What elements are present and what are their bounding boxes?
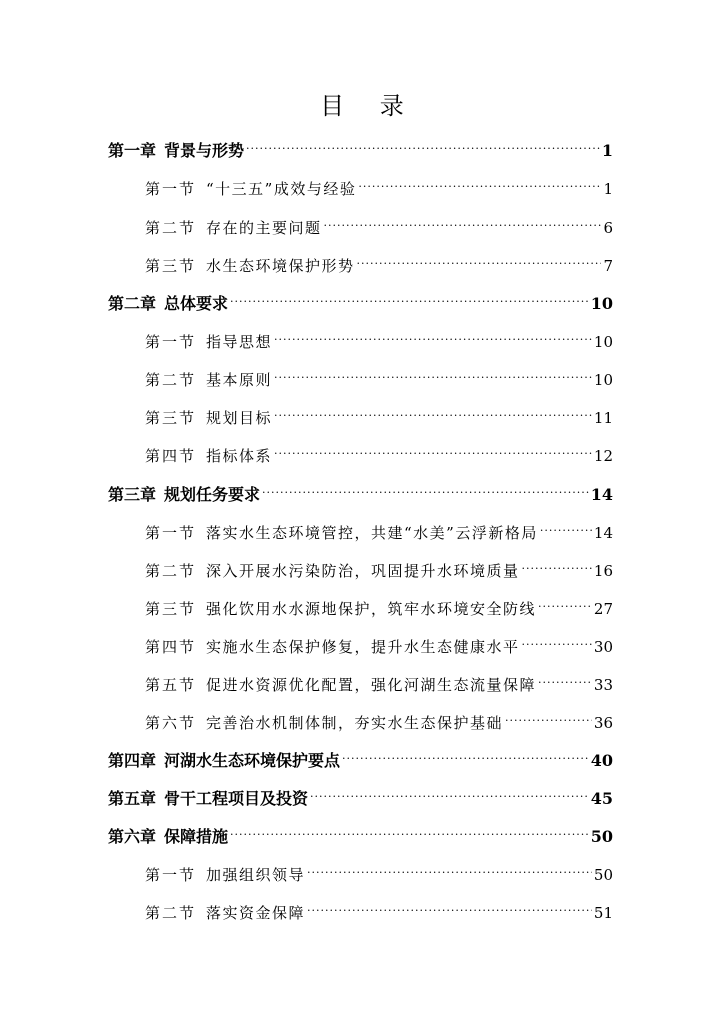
toc-section[interactable] — [145, 894, 613, 922]
toc-section[interactable] — [145, 552, 613, 580]
section-title: 强化饮用水水源地保护，筑牢水环境安全防线 — [206, 600, 537, 618]
page-number: 50 — [590, 827, 613, 846]
toc-section[interactable] — [145, 590, 613, 618]
section-number: 第一节 — [145, 333, 197, 351]
section-title: 落实资金保障 — [206, 904, 306, 922]
dot-leader — [230, 285, 589, 309]
page-number: 40 — [590, 751, 613, 770]
chapter-number: 第五章 — [108, 789, 157, 808]
chapter-number: 第一章 — [108, 141, 157, 160]
dot-leader — [274, 437, 592, 461]
page-number: 14 — [593, 524, 613, 542]
section-number: 第三节 — [145, 409, 197, 427]
toc-section[interactable] — [145, 323, 613, 351]
toc-section[interactable] — [145, 399, 613, 427]
toc-section[interactable] — [145, 209, 613, 237]
dot-leader — [274, 323, 592, 347]
dot-leader — [540, 514, 592, 538]
page-number: 33 — [593, 676, 613, 694]
toc-chapter-5[interactable] — [108, 780, 613, 808]
dot-leader — [307, 856, 592, 880]
chapter-number: 第四章 — [108, 751, 157, 770]
toc-section[interactable] — [145, 856, 613, 884]
section-title: 完善治水机制体制，夯实水生态保护基础 — [206, 714, 504, 732]
page-number: 27 — [593, 600, 613, 618]
toc-section[interactable] — [145, 247, 613, 275]
section-number: 第一节 — [145, 524, 197, 542]
page-number: 10 — [590, 294, 613, 313]
toc-section[interactable] — [145, 437, 613, 465]
section-title: 基本原则 — [206, 371, 273, 389]
section-title: 指导思想 — [206, 333, 273, 351]
toc-chapter-4[interactable] — [108, 742, 613, 770]
page-number: 6 — [603, 219, 613, 237]
chapter-title: 规划任务要求 — [164, 485, 261, 504]
page-number: 51 — [593, 904, 613, 922]
section-title: “十三五”成效与经验 — [206, 180, 357, 198]
toc-chapter-6[interactable] — [108, 818, 613, 846]
section-number: 第三节 — [145, 257, 197, 275]
section-number: 第一节 — [145, 866, 197, 884]
section-number: 第二节 — [145, 371, 197, 389]
dot-leader — [522, 552, 592, 576]
section-title: 存在的主要问题 — [206, 219, 322, 237]
dot-leader — [522, 628, 592, 652]
dot-leader — [538, 590, 592, 614]
dot-leader — [538, 666, 592, 690]
chapter-number: 第二章 — [108, 294, 157, 313]
section-title: 加强组织领导 — [206, 866, 306, 884]
toc-chapter-1[interactable] — [108, 132, 613, 160]
toc-section[interactable] — [145, 361, 613, 389]
section-number: 第六节 — [145, 714, 197, 732]
section-number: 第四节 — [145, 638, 197, 656]
dot-leader — [505, 704, 592, 728]
dot-leader — [357, 247, 602, 271]
dot-leader — [358, 170, 601, 194]
section-number: 第二节 — [145, 562, 197, 580]
section-title: 水生态环境保护形势 — [206, 257, 355, 275]
toc-chapter-3[interactable] — [108, 476, 613, 504]
chapter-title: 骨干工程项目及投资 — [164, 789, 309, 808]
page-number: 10 — [593, 333, 613, 351]
section-number: 第三节 — [145, 600, 197, 618]
page-number: 12 — [593, 447, 613, 465]
chapter-number: 第六章 — [108, 827, 157, 846]
section-title: 实施水生态保护修复，提升水生态健康水平 — [206, 638, 520, 656]
dot-leader — [274, 361, 592, 385]
page-number: 1 — [603, 180, 613, 198]
toc-section[interactable] — [145, 170, 613, 198]
page-number: 50 — [593, 866, 613, 884]
section-number: 第一节 — [145, 180, 197, 198]
section-number: 第二节 — [145, 904, 197, 922]
toc-section[interactable] — [145, 704, 613, 732]
chapter-title: 总体要求 — [164, 294, 229, 313]
toc-section[interactable] — [145, 628, 613, 656]
dot-leader — [274, 399, 592, 423]
section-title: 促进水资源优化配置，强化河湖生态流量保障 — [206, 676, 537, 694]
section-title: 规划目标 — [206, 409, 273, 427]
toc-chapter-2[interactable] — [108, 285, 613, 313]
dot-leader — [324, 209, 602, 233]
section-title: 深入开展水污染防治，巩固提升水环境质量 — [206, 562, 520, 580]
page-number: 7 — [603, 257, 613, 275]
chapter-title: 背景与形势 — [164, 141, 245, 160]
dot-leader — [230, 818, 589, 842]
dot-leader — [342, 742, 589, 766]
page-number: 14 — [590, 485, 613, 504]
dot-leader — [246, 132, 600, 156]
page-number: 16 — [593, 562, 613, 580]
page-number: 45 — [590, 789, 613, 808]
page-number: 36 — [593, 714, 613, 732]
page-number: 30 — [593, 638, 613, 656]
toc-section[interactable] — [145, 514, 613, 542]
section-number: 第五节 — [145, 676, 197, 694]
dot-leader — [310, 780, 589, 804]
section-title: 落实水生态环境管控，共建“水美”云浮新格局 — [206, 524, 538, 542]
section-title: 指标体系 — [206, 447, 273, 465]
toc-title: 目 录 — [320, 92, 418, 120]
dot-leader — [307, 894, 592, 918]
chapter-title: 河湖水生态环境保护要点 — [164, 751, 341, 770]
chapter-title: 保障措施 — [164, 827, 229, 846]
chapter-number: 第三章 — [108, 485, 157, 504]
page-number: 10 — [593, 371, 613, 389]
section-number: 第四节 — [145, 447, 197, 465]
page-number: 1 — [601, 141, 613, 160]
page-number: 11 — [593, 409, 613, 427]
dot-leader — [262, 476, 589, 500]
section-number: 第二节 — [145, 219, 197, 237]
toc-section[interactable] — [145, 666, 613, 694]
